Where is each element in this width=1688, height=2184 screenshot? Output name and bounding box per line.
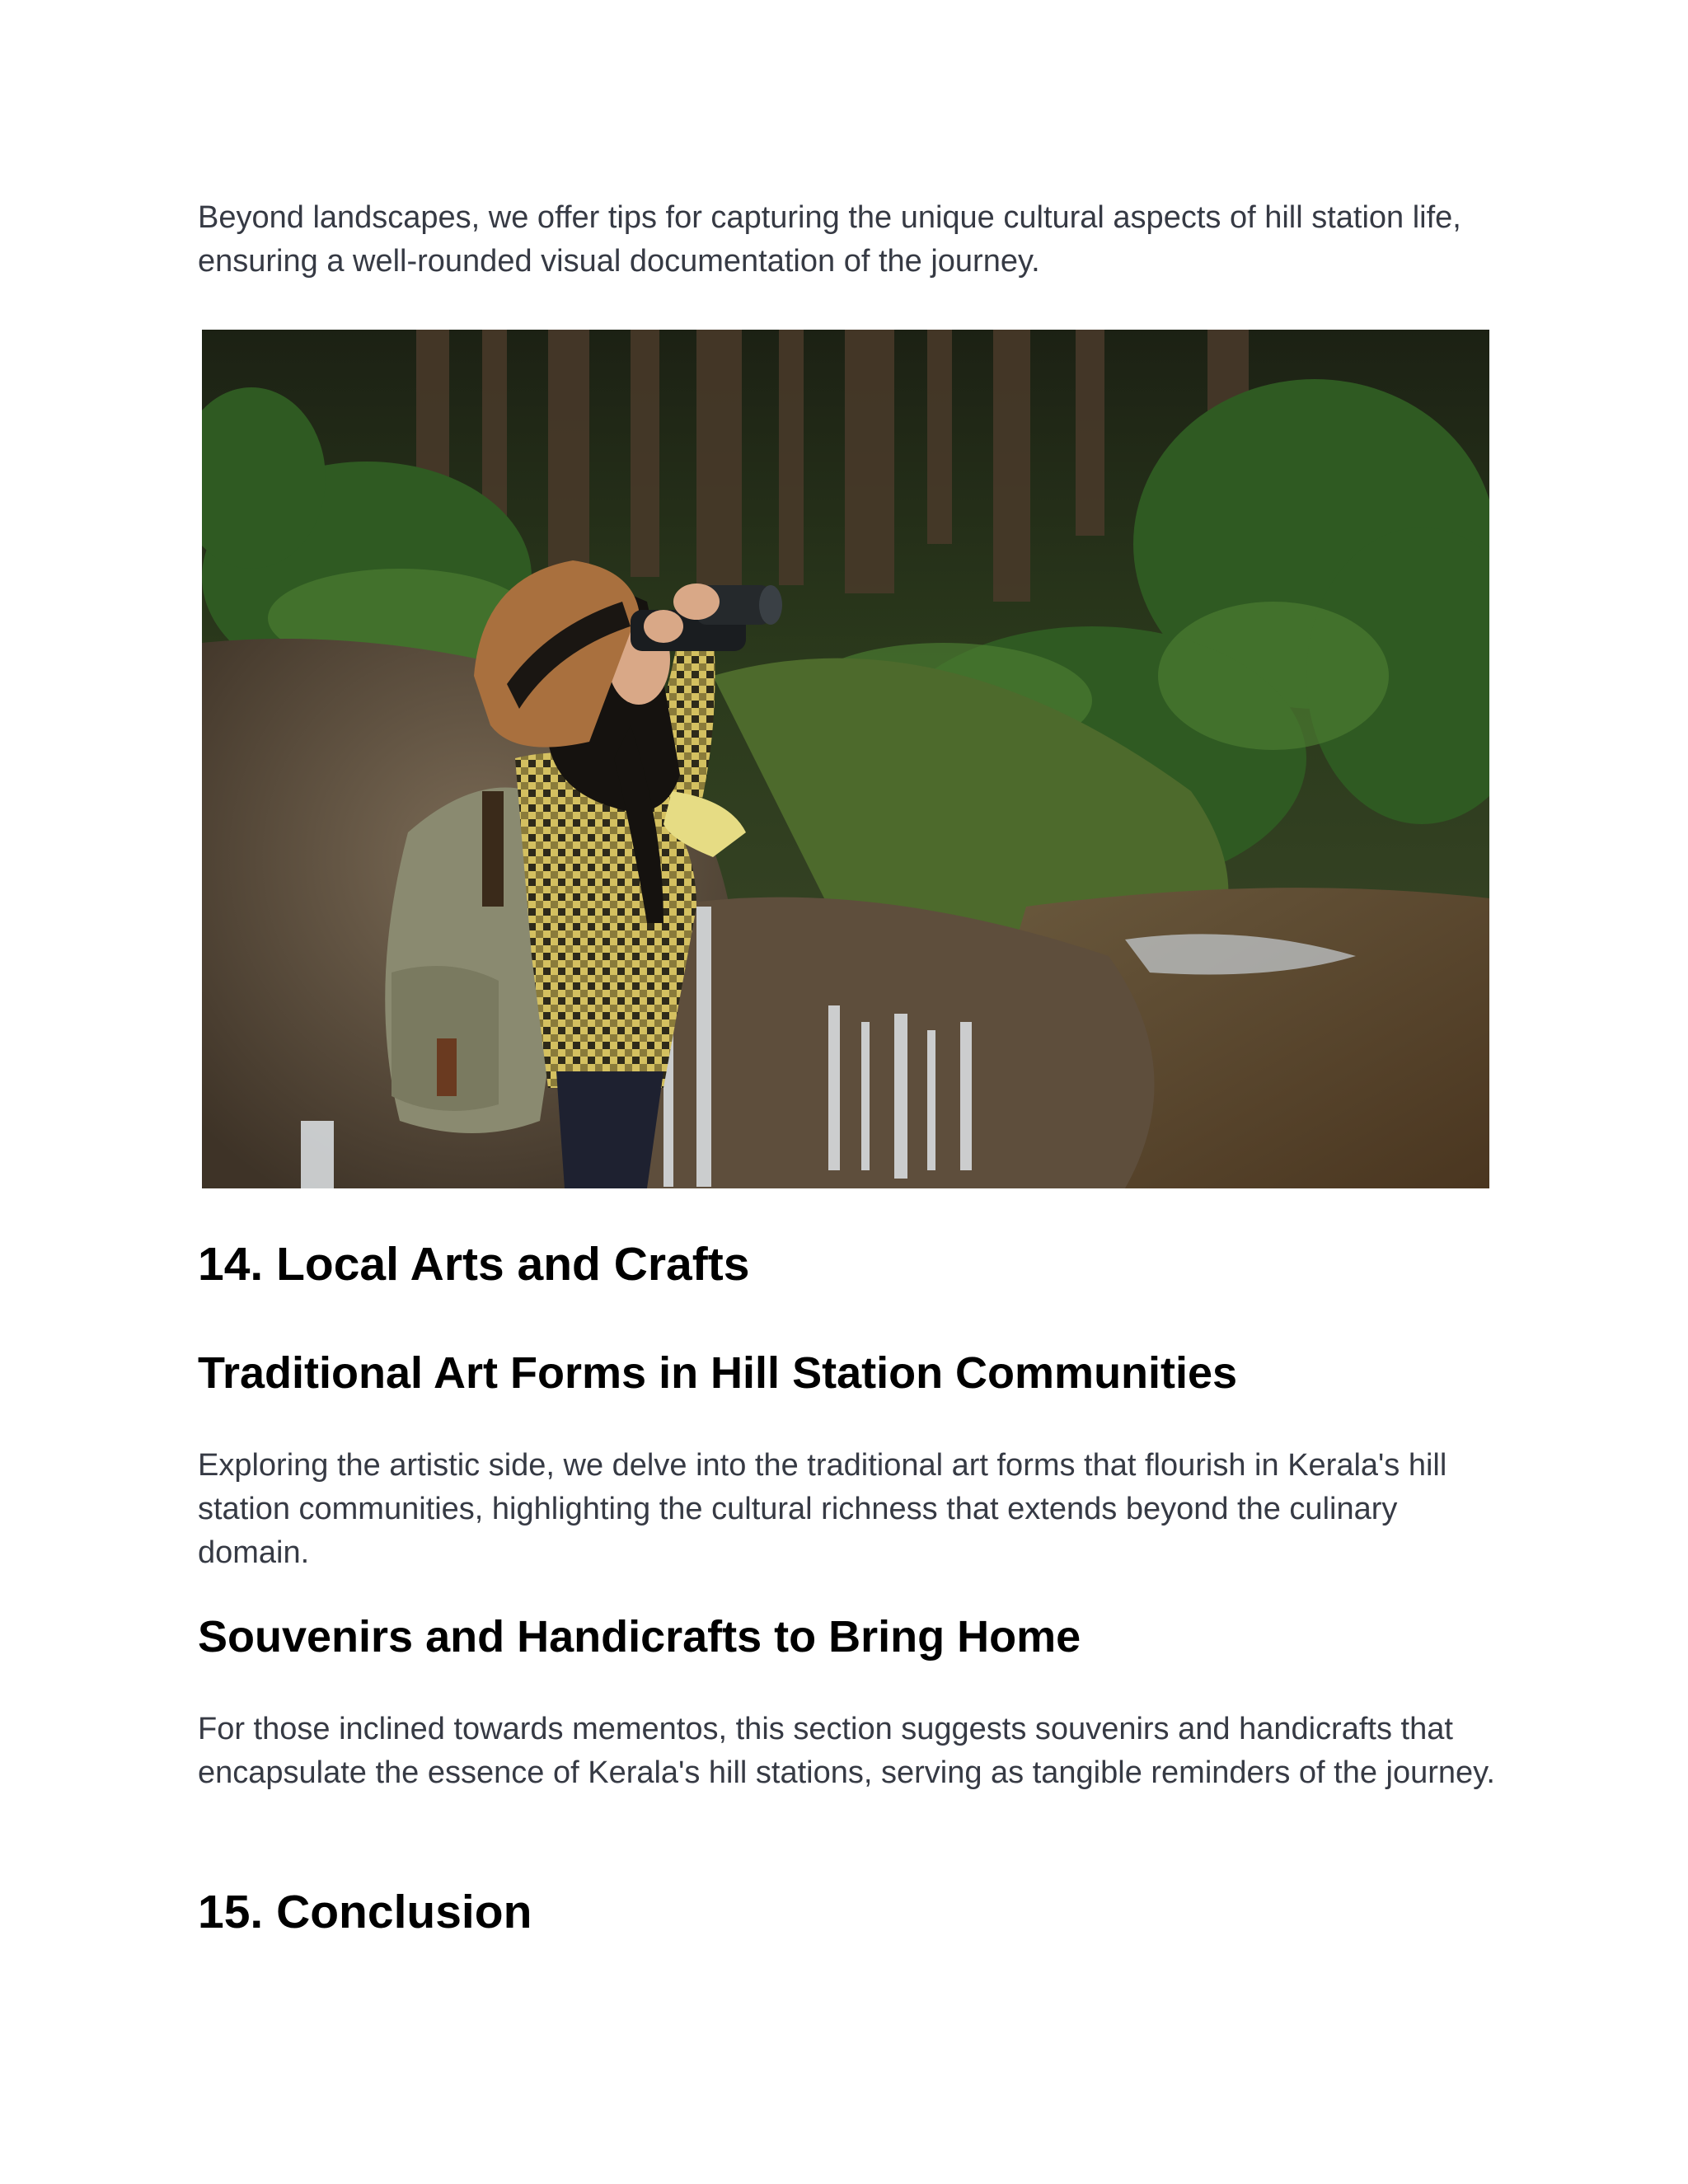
section-14-heading: 14. Local Arts and Crafts (198, 1238, 750, 1291)
intro-paragraph: Beyond landscapes, we offer tips for capturing the unique cultural aspects of hill station life, ensuring a well-rounded visual documentation of the journey. (198, 200, 1461, 279)
souvenirs-heading: Souvenirs and Handicrafts to Bring Home (198, 1612, 1081, 1661)
souvenirs-paragraph: For those inclined towards mementos, this section suggests souvenirs and handicrafts that encapsulate the essence of Kerala's hill stations, serving as tangible reminders of the journey. (198, 1712, 1495, 1790)
photo-illustration (202, 330, 1489, 1188)
section-15-heading: 15. Conclusion (198, 1886, 532, 1938)
traditional-art-heading: Traditional Art Forms in Hill Station Communities (198, 1348, 1238, 1398)
hiker-with-binoculars-photo (202, 330, 1489, 1188)
traditional-art-paragraph: Exploring the artistic side, we delve into the traditional art forms that flourish in Kerala's hill station communities, highlighting the cultural richness that extends beyond the culinary domain. (198, 1448, 1447, 1570)
